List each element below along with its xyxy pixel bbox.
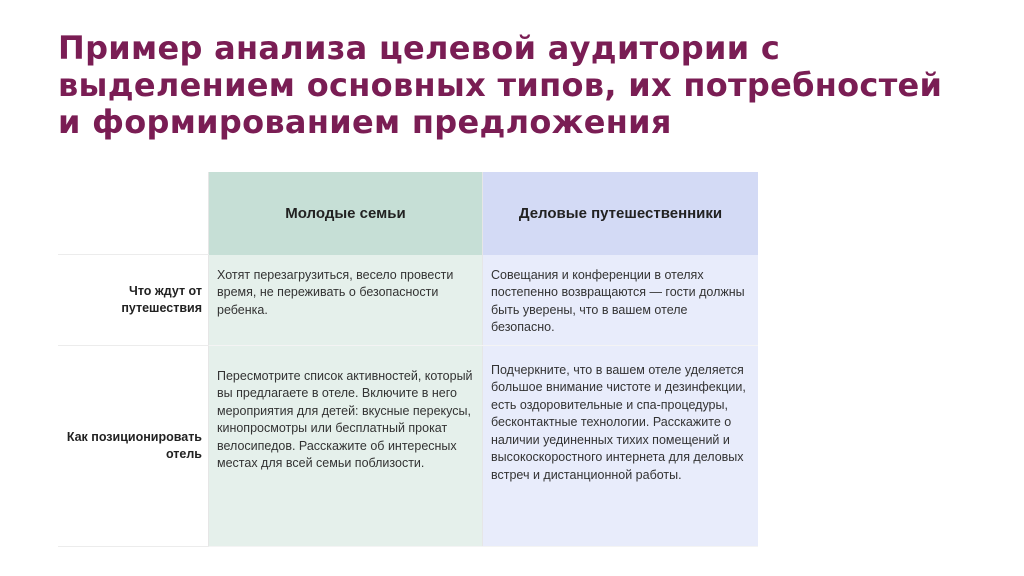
column-header-business-travelers: Деловые путешественники bbox=[483, 172, 759, 255]
row-label-positioning: Как позиционировать отель bbox=[58, 345, 209, 546]
table-header-row bbox=[58, 172, 758, 255]
cell-business-travelers-positioning: Подчеркните, что в вашем отеле уделяется большое внимание чистоте и дезинфекции, есть оздоровительные и спа-процедуры, бесконтактные технологии. Расскажите о наличии уединенных тихих помещений и высокоскоростного интернета для деловых встреч и дистанционной работы. bbox=[483, 345, 759, 546]
header-empty-cell bbox=[58, 172, 209, 255]
column-header-young-families: Молодые семьи bbox=[209, 172, 483, 255]
table-row bbox=[58, 345, 758, 546]
table-row bbox=[58, 255, 758, 346]
cell-young-families-positioning: Пересмотрите список активностей, который вы предлагаете в отеле. Включите в него мероприятия для детей: вкусные перекусы, кинопросмотры или бесплатный прокат велосипедов. Расскажите об интересных местах для всей семьи поблизости. bbox=[209, 345, 483, 546]
audience-table bbox=[58, 172, 758, 547]
row-label-expectations: Что ждут от путешествия bbox=[58, 255, 209, 346]
cell-business-travelers-expectations: Совещания и конференции в отелях постепенно возвращаются — гости должны быть уверены, что в вашем отеле безопасно. bbox=[483, 255, 759, 346]
cell-young-families-expectations: Хотят перезагрузиться, весело провести время, не переживать о безопасности ребенка. bbox=[209, 255, 483, 346]
page-title: Пример анализа целевой аудитории с выделением основных типов, их потребностей и формированием предложения bbox=[58, 29, 943, 141]
